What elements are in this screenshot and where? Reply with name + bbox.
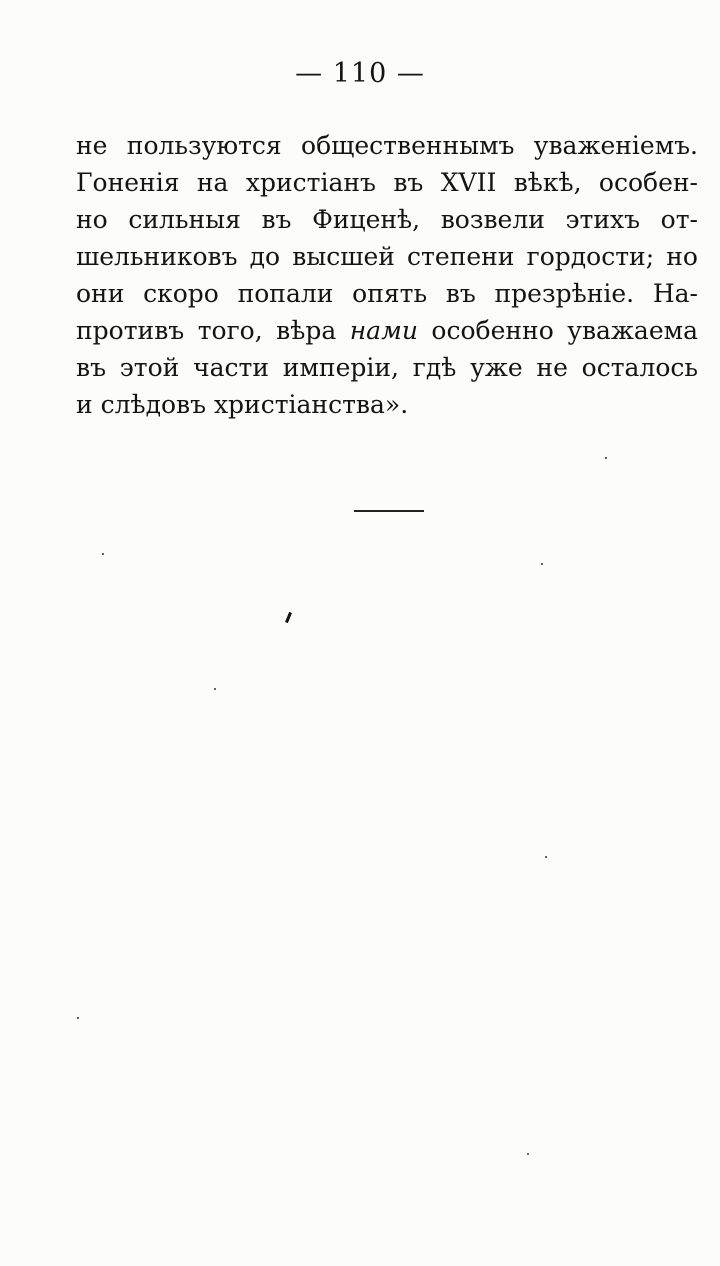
text-line — [76, 127, 698, 164]
text-segment: шельниковъ до высшей степени гордости; но — [76, 242, 698, 271]
text-segment: противъ того, вѣра — [76, 316, 350, 345]
paper-speck — [77, 1017, 79, 1019]
text-line — [76, 164, 698, 201]
page-number: — 110 — — [295, 58, 425, 89]
section-divider-rule — [354, 510, 424, 512]
paper-speck — [545, 856, 547, 858]
text-line — [76, 238, 698, 275]
text-line — [76, 386, 698, 423]
paper-speck — [214, 688, 216, 690]
text-segment: не пользуются общественнымъ уваженіемъ. — [76, 131, 698, 160]
text-line — [76, 201, 698, 238]
text-segment: въ этой части имперіи, гдѣ уже не осталось — [76, 353, 698, 382]
text-segment: особенно уважаема — [417, 316, 698, 345]
text-segment: они скоро попали опять въ презрѣніе. На- — [76, 279, 698, 308]
text-line — [76, 275, 698, 312]
paper-speck — [102, 553, 104, 555]
body-text — [76, 127, 698, 423]
text-line — [76, 312, 698, 349]
paper-speck — [541, 563, 543, 565]
text-segment: но сильныя въ Фиценѣ, возвели этихъ от- — [76, 205, 698, 234]
text-segment: и слѣдовъ христіанства». — [76, 390, 409, 419]
paper-speck — [605, 457, 607, 459]
ink-mark — [285, 612, 292, 623]
paper-speck — [527, 1153, 529, 1155]
text-segment: Гоненія на христіанъ въ XVII вѣкѣ, особен- — [76, 168, 698, 197]
italic-emphasis: нами — [349, 316, 418, 345]
text-line — [76, 349, 698, 386]
